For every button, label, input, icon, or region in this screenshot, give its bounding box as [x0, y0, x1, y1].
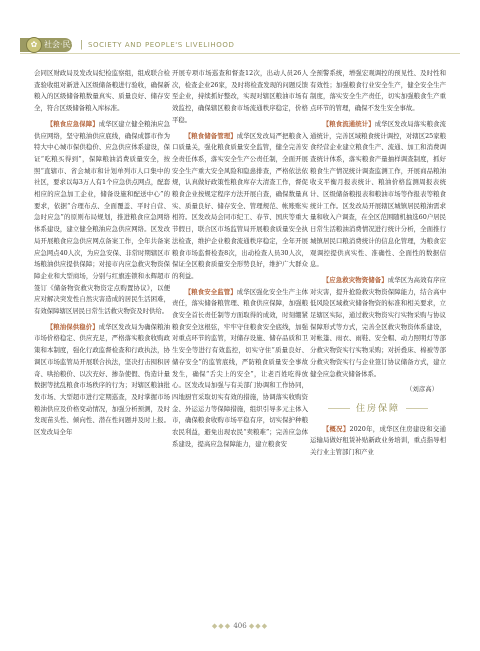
column-1 — [34, 68, 170, 443]
entry-text: 2020年，成华区住房建设和交通运输局做好租赁补贴新政业务培训，重点指导相关行业主管部门和产业 — [310, 424, 446, 457]
header-rule — [20, 53, 460, 54]
entry-text: 成华区建立健全粮油应急供应网络，坚守粮油供应底线，确保成都市作为特大中心城市保供稳价、应急供应体系建设，保证“吃粮买得到”，保障粮油消费质量安全，按照“直辖市、省会城市和计划单列市人口集中的社区，要求以每3万人有1个应急供点网点，配套相应的应急加工企业，储备设施和配送中心”的要求，依据“合理布点、全面覆盖、平时自营、急时应急”的原则布局规划，推进粮食应急网络体系建设，建立健全粮油应急供应网络。区发改局开展粮食应急供应网点备案工作，全年共备案应急网点40人次，为应急安保、非常时期辖区市场粮油供应提供保障；对接市内应急救灾物资保障企业和大型商场，分别与红旗连锁和永辉超市签订《储备物资救灾物资定点购置协议》，以便应对解决突发性自然灾害造成的居民生活困难，有效保障辖区居民日常生活救灾物资及时供给。 — [34, 119, 171, 316]
entry-text: 成华区发改局严把粮食入口质量关，强化粮食质量安全监管，健全完善安全责任体系，落实安全生产公责任制，全面开展安全生产重大安全风险和隐患排查，严格依法依规，认真做好政策性粮食库存大清查工作，督促粮食企业按规定程序方法开展自查，确保数量真实、质量良好、储存安全、管理规范、帐账账实相符。区发改局会同市纪工、春节、国庆等重大节假日，联合区市场监管局开展粮食质量安全执法检查，维护企业粮食流通秩序稳定，全年开展粮食市场监督检查8次，出动检查人员30人次，保证全区粮食质量安全形势良好，维护广大群众的利益。 — [172, 131, 309, 280]
paragraph — [34, 119, 170, 318]
entry-tag: 【粮食流通统计】 — [322, 119, 375, 128]
entry-tag: 【应急救灾物资储备】 — [322, 275, 388, 284]
footer-ornament-left: ◆◆◆ — [211, 622, 232, 630]
paragraph — [310, 424, 446, 459]
paragraph — [310, 275, 446, 380]
entry-tag: 【粮食应急保障】 — [46, 119, 99, 128]
paragraph: 全预警系统，增强宏观调控的预见性、及时性和有效性；加强粮食行业安全生产，健全安全生产制度，落实安全生产责任，切实加强粮食生产重点环节的管理，确保不发生安全事故。 — [310, 69, 446, 113]
entry-tag: 【粮食安全监管】 — [184, 287, 237, 296]
page-header — [20, 36, 460, 54]
footer-ornament-right: ◆◆◆ — [248, 622, 269, 630]
section-title-en: SOCIETY AND PEOPLE'S LIVELIHOOD — [88, 41, 235, 49]
author-signature: （刘彦高） — [406, 385, 438, 394]
section-heading: 住房保障 — [310, 404, 446, 416]
section-title-cn: 社会·民生 — [44, 40, 79, 49]
entry-text: 成华区为高效有序应对灾害，提升抢险救灾物资保障能力，结合高中低风险区域救灾储备物资的标准和相关要求，立足辖区实际，通过救灾物资实行实物采购与协议保障形式等方式，完善全区救灾物资体系建设，对帐篷、雨衣、雨鞋、安全帽、动力照明灯等部分救灾物资实行实物采购；对折叠床、棉被等部分救灾物资实行与企业签订协议储备方式，建立健全应急救灾储备体系。 — [310, 275, 447, 378]
paragraph: 会同区财政局及发改局纪检监察组，组成联合检查验收组对新进入区级储备粮进行验收，确保新粮入的区级储备粮数量真实、质量良好、储存安全，符合区级储备粮入库标准。 — [34, 69, 170, 113]
column-3 — [310, 68, 446, 463]
paragraph — [172, 287, 308, 451]
paragraph — [172, 131, 308, 283]
paragraph: 开展专项市场巡查和督查12次，出动人员26人次，检查企业26家，及时将检查发现的问题反馈至企业，持续抓好整改，实现对辖区粮油市场有效监控，确保辖区粮食市场流通秩序稳定，价格平稳。 — [172, 69, 308, 124]
entry-text: 成华区强化安全生产主体责任，落实储备粮管理、粮食供应保障，加强粮食安全首长责任制等方面取得的成效，时刻绷紧粮食安全这根弦，牢牢守住粮食安全底线，加强对重点环节的监管，对储存设施、储存品质和卫生安全等进行有效监控，切实守住“质量良好、储存安全”的监管底线，严防粮食质量安全事故发生，确保“舌尖上的安全”，让老百姓吃得放心。区发改局加强与有关部门协调和工作协同，四地厨官采取切实有效的措施，协调落实收购资金、外运运力等保障措施，组织引导多元主体入市，确保粮食收购市场平稳有序，切实保护种粮农民利益，避免出现农民“卖粮难”；完善应急体系建设，提高应急保障能力，建立粮食安 — [172, 287, 309, 448]
header-separator: | — [80, 40, 84, 50]
page-footer — [0, 622, 480, 630]
entry-tag: 【概况】 — [322, 424, 350, 433]
column-2 — [172, 68, 308, 455]
entry-tag: 【粮食储备管理】 — [184, 131, 237, 140]
entry-tag: 【粮油保供稳价】 — [46, 322, 99, 331]
emblem-icon: ✿ — [26, 37, 42, 53]
paragraph — [34, 322, 170, 439]
paragraph — [310, 119, 446, 271]
page-number: 406 — [233, 622, 247, 630]
entry-text: 成华区发改局为确保粮油市场价格稳定、供应充足，严格落实粮食收购政策和本制度，强化行政监督检查和行政执法，协调区市场监管局开展联合执法，坚决打击囤积居奇、哄抬粮价、以次充好、掺杂使假、伪造计量数据等扰乱粮食市场秩序的行为；对辖区粮油批发市场、大型超市进行定期巡查，及时掌握市场粮油供应及价格变动情况，加强分析预测，及时发现苗头性、倾向性、潜在性问题并及时上报。区发改局全年 — [34, 322, 171, 437]
entry-text: 成华区发改局落实粮食流通统计，完善区域粮食统计调控，对辖区25家粮食经营企业建立粮食生产、流通、加工和消费调查统计体系，落实粮食产量抽样调查制度，抓好粮食生产情况统计调查监测工作，开展商品粮油收支平衡月报表统计、粮油价格监测周报表统计、区级储备粮报表和粮油市场等作报表等粮食统计工作。区发改局开展辖区城镇居民粮油需求量和收入户调查，在全区范围随机抽选60户居民日常生活粮油消费情况进行统计分析，全面推行城镇居民口粮消费统计的信息化管理，为粮食宏观调控提供真实性、准确性、全面性的数据信息。 — [310, 119, 447, 269]
